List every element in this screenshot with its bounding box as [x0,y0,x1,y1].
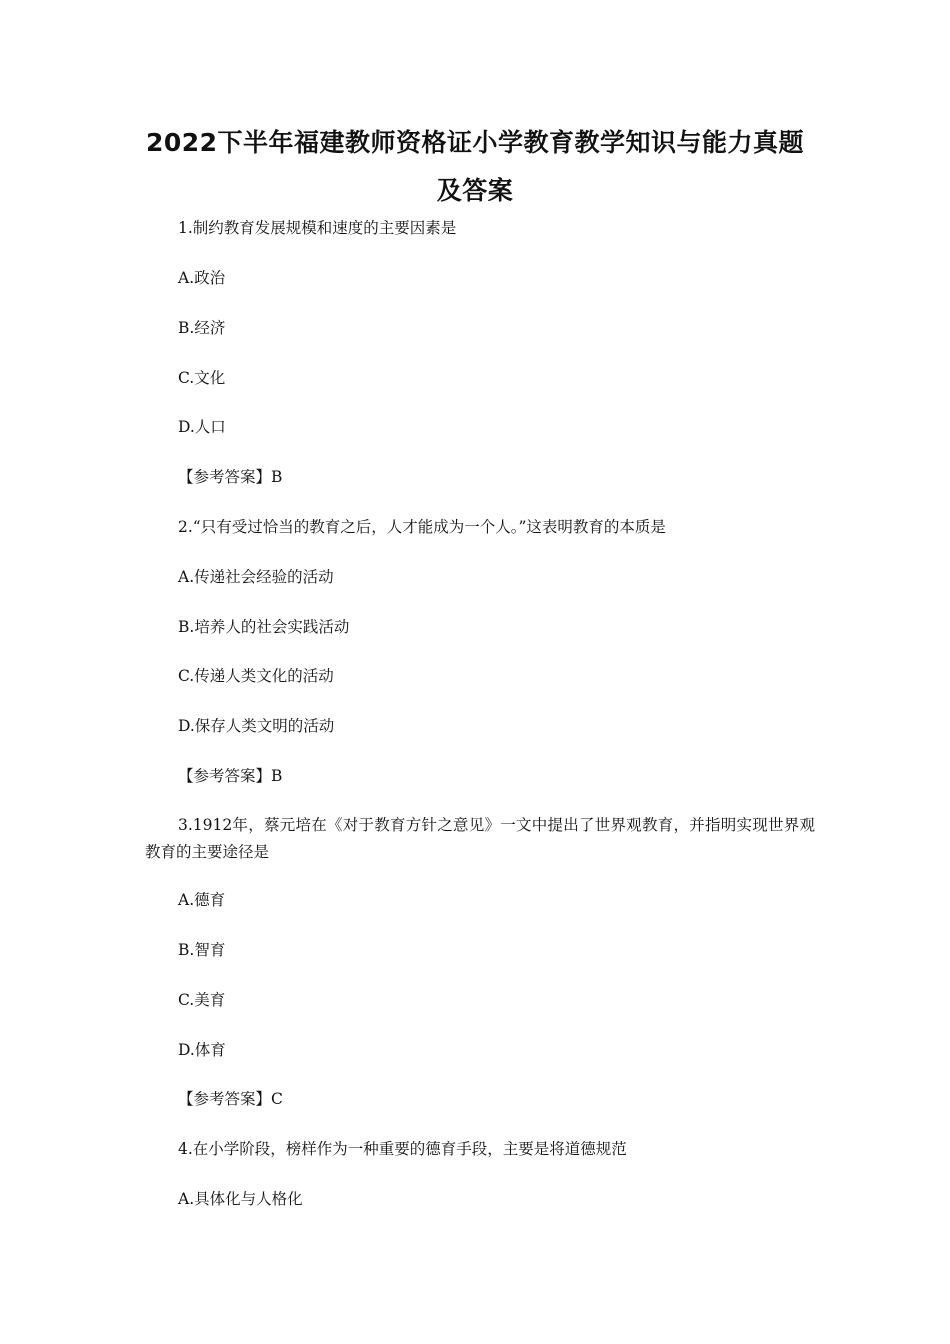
question-2-stem: 2.“只有受过恰当的教育之后，人才能成为一个人。”这表明教育的本质是 [178,518,666,536]
question-2-option-d: D.保存人类文明的活动 [178,717,335,735]
question-3-option-a: A.德育 [178,891,226,909]
question-1-stem: 1.制约教育发展规模和速度的主要因素是 [178,219,457,237]
question-1-option-c: C.文化 [178,369,226,387]
question-1-option-b: B.经济 [178,319,226,337]
document-title-continued: 及答案 [436,176,514,205]
question-3-option-b: B.智育 [178,941,226,959]
question-3-answer: 【参考答案】C [178,1090,283,1108]
question-3-option-d: D.体育 [178,1041,226,1059]
question-3-option-c: C.美育 [178,991,226,1009]
question-4-stem: 4.在小学阶段，榜样作为一种重要的德育手段，主要是将道德规范 [178,1140,627,1158]
question-2-answer: 【参考答案】B [178,767,283,785]
question-1-option-a: A.政治 [178,269,226,287]
question-1-option-d: D.人口 [178,418,226,436]
question-2-option-c: C.传递人类文化的活动 [178,667,334,685]
question-2-option-a: A.传递社会经验的活动 [178,568,334,586]
question-3-stem: 3.1912年，蔡元培在《对于教育方针之意见》一文中提出了世界观教育，并指明实现世界观教育的主要途径是 [145,816,815,861]
question-2-option-b: B.培养人的社会实践活动 [178,618,350,636]
document-title: 2022下半年福建教师资格证小学教育教学知识与能力真题 [145,128,805,157]
question-4-option-a: A.具体化与人格化 [178,1190,303,1208]
question-1-answer: 【参考答案】B [178,468,283,486]
